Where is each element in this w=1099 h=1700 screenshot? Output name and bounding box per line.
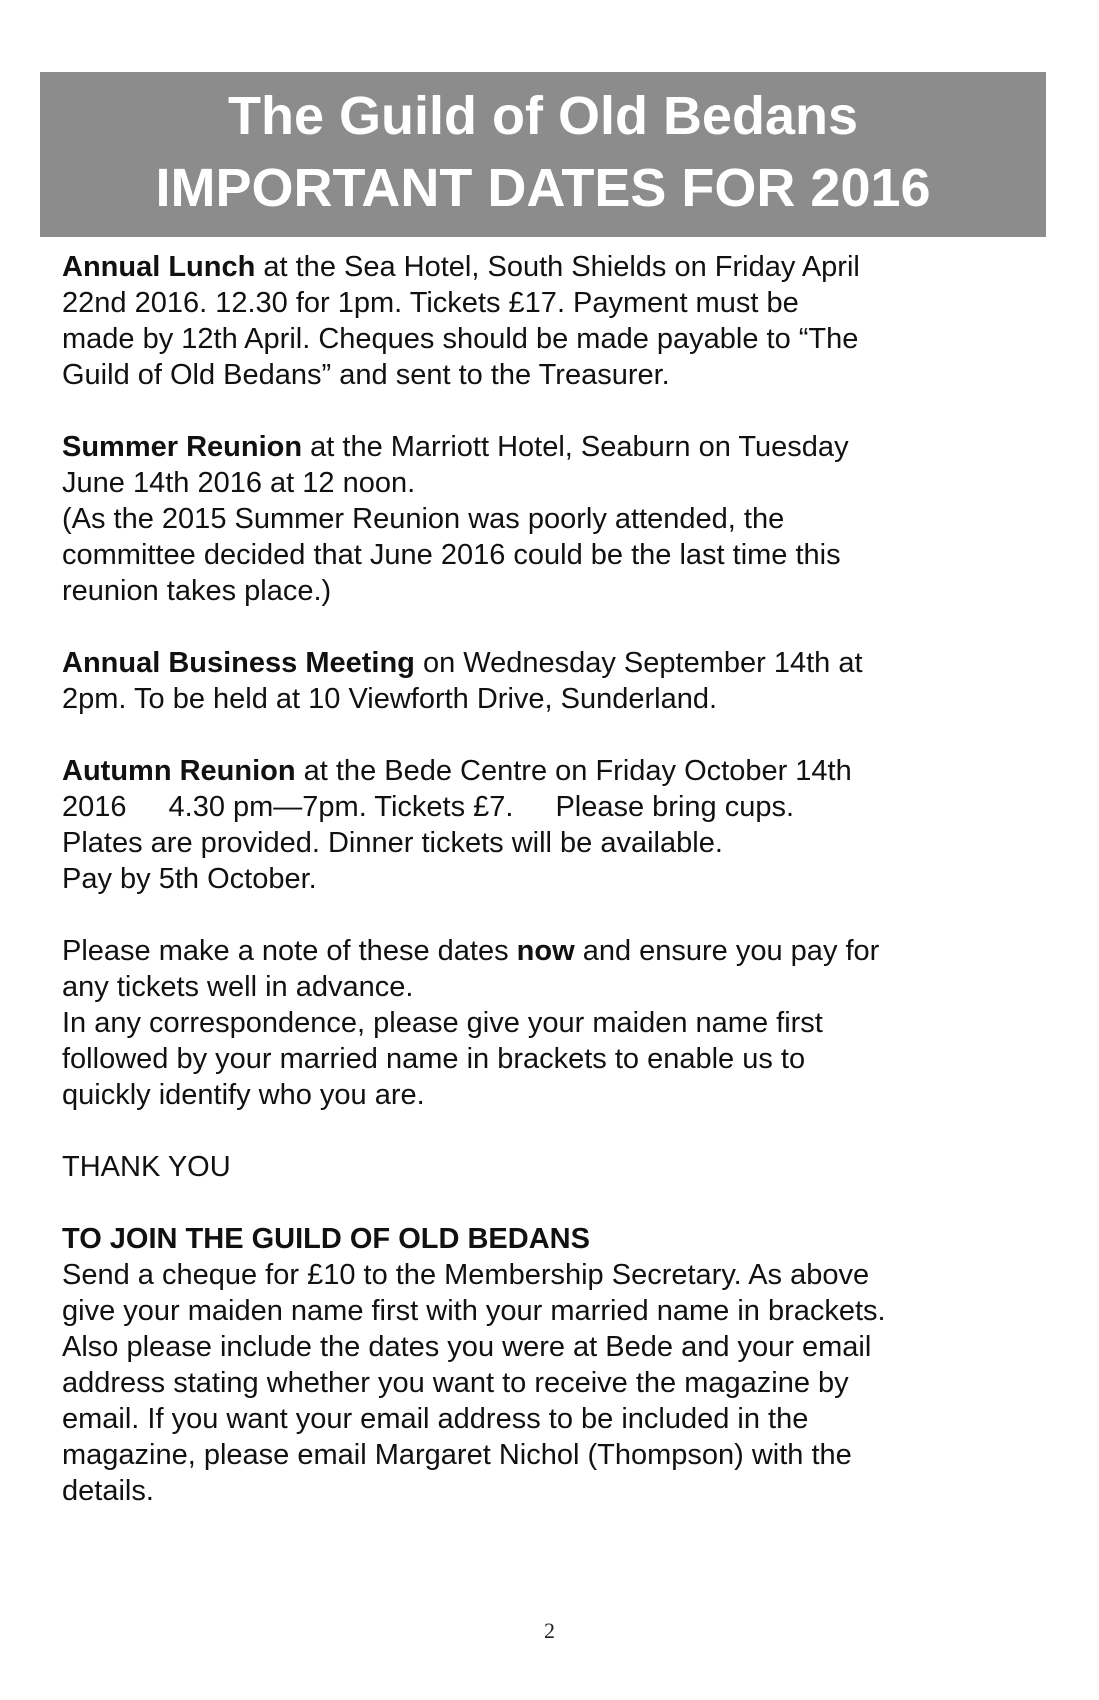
title-line-1: The Guild of Old Bedans <box>227 86 859 146</box>
annual-lunch-section: Annual Lunch at the Sea Hotel, South Shields on Friday April 22nd 2016. 12.30 for 1pm. Tickets £17. Payment must be made by 12th April. Cheques should be made payable to “The Guild of Old Bedans” and sent to the Treasurer. <box>62 251 860 391</box>
autumn-reunion-heading: Autumn Reunion <box>62 755 296 787</box>
business-meeting-section: Annual Business Meeting on Wednesday September 14th at 2pm. To be held at 10 Viewforth Drive, Sunderland. <box>62 647 863 715</box>
autumn-reunion-section: Autumn Reunion at the Bede Centre on Friday October 14th 2016 4.30 pm—7pm. Tickets £7. Please bring cups. Plates are provided. Dinner tickets will be available. Pay by 5th October. <box>62 755 852 895</box>
summer-reunion-heading: Summer Reunion <box>62 431 303 463</box>
business-meeting-heading: Annual Business Meeting <box>62 647 415 679</box>
title-line-2: IMPORTANT DATES FOR 2016 <box>155 158 931 218</box>
title-banner <box>40 72 1046 237</box>
join-section: TO JOIN THE GUILD OF OLD BEDANS Send a cheque for £10 to the Membership Secretary. As above give your maiden name first with your married name in brackets. Also please include the dates you were at Bede and your email address stating whether you want to receive the magazine by email. If you want your email address to be included in the magazine, please email Margaret Nichol (Thompson) with the details. <box>62 1223 886 1507</box>
emphasis-now: now <box>516 935 575 967</box>
thank-you: THANK YOU <box>62 1151 231 1183</box>
document-body <box>62 249 1022 1545</box>
join-heading: TO JOIN THE GUILD OF OLD BEDANS <box>62 1223 590 1255</box>
note-section: Please make a note of these dates now and ensure you pay for any tickets well in advance. In any correspondence, please give your maiden name first followed by your married name in brackets to enable us to quickly identify who you are. <box>62 935 880 1111</box>
page-number: 2 <box>544 1618 555 1643</box>
summer-reunion-section: Summer Reunion at the Marriott Hotel, Seaburn on Tuesday June 14th 2016 at 12 noon. (As the 2015 Summer Reunion was poorly attended, the committee decided that June 2016 could be the last time this reunion takes place.) <box>62 431 849 607</box>
annual-lunch-heading: Annual Lunch <box>62 251 256 283</box>
